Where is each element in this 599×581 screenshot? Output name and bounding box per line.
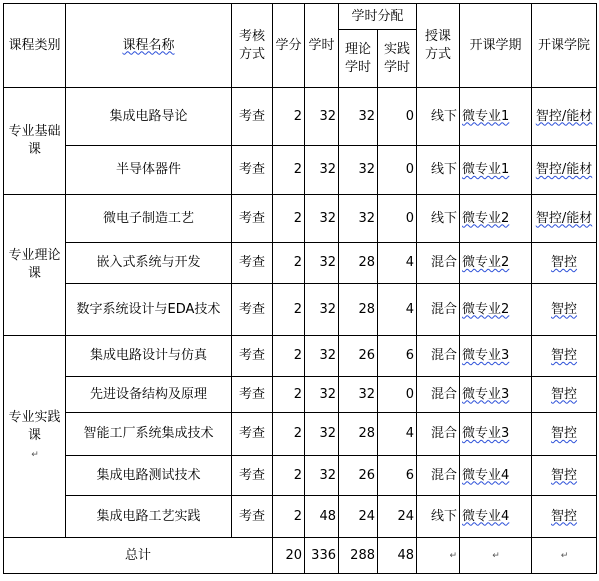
assessment-cell: 考查: [232, 88, 273, 146]
theory-cell: 28: [339, 243, 378, 284]
assessment-cell: 考查: [232, 284, 273, 336]
practice-cell: 6: [378, 456, 417, 496]
assessment-cell: 考查: [232, 243, 273, 284]
college-cell: 智控: [532, 413, 597, 456]
course-name-cell: 智能工厂系统集成技术: [66, 413, 232, 456]
practice-cell: 0: [378, 377, 417, 413]
course-name-cell: 微电子制造工艺: [66, 195, 232, 243]
term-cell: 微专业3: [460, 413, 532, 456]
hours-cell: 32: [305, 195, 339, 243]
theory-cell: 32: [339, 195, 378, 243]
course-name-cell: 先进设备结构及原理: [66, 377, 232, 413]
college-cell: 智控/能材: [532, 88, 597, 146]
hours-cell: 48: [305, 496, 339, 538]
college-cell: 智控/能材: [532, 146, 597, 195]
header-assessment: 考核方式: [232, 4, 273, 88]
practice-cell: 6: [378, 336, 417, 377]
credits-cell: 2: [273, 243, 305, 284]
teaching-mode-cell: 线下: [417, 496, 460, 538]
total-college-empty: ↵: [532, 538, 597, 574]
assessment-cell: 考查: [232, 456, 273, 496]
table-row: [4, 336, 597, 377]
credits-cell: 2: [273, 496, 305, 538]
header-course-name: 课程名称: [66, 4, 232, 88]
theory-cell: 26: [339, 336, 378, 377]
table-row: [4, 456, 597, 496]
teaching-mode-cell: 混合: [417, 284, 460, 336]
assessment-cell: 考查: [232, 377, 273, 413]
assessment-cell: 考查: [232, 146, 273, 195]
theory-cell: 28: [339, 284, 378, 336]
credits-cell: 2: [273, 284, 305, 336]
category-cell: 专业基础课: [4, 88, 66, 195]
teaching-mode-cell: 线下: [417, 146, 460, 195]
college-cell: 智控: [532, 243, 597, 284]
credits-cell: 2: [273, 456, 305, 496]
term-cell: 微专业2: [460, 195, 532, 243]
course-name-cell: 集成电路工艺实践: [66, 496, 232, 538]
table-row: [4, 413, 597, 456]
term-cell: 微专业3: [460, 336, 532, 377]
teaching-mode-cell: 混合: [417, 456, 460, 496]
practice-cell: 4: [378, 243, 417, 284]
credits-cell: 2: [273, 336, 305, 377]
table-row: [4, 146, 597, 195]
college-cell: 智控: [532, 377, 597, 413]
teaching-mode-cell: 混合: [417, 413, 460, 456]
course-name-cell: 数字系统设计与EDA技术: [66, 284, 232, 336]
category-cell: 专业理论课: [4, 195, 66, 336]
credits-cell: 2: [273, 88, 305, 146]
teaching-mode-cell: 混合: [417, 377, 460, 413]
hours-cell: 32: [305, 146, 339, 195]
course-name-cell: 半导体器件: [66, 146, 232, 195]
credits-cell: 2: [273, 195, 305, 243]
assessment-cell: 考查: [232, 195, 273, 243]
header-college: 开课学院: [532, 4, 597, 88]
hours-cell: 32: [305, 284, 339, 336]
assessment-cell: 考查: [232, 413, 273, 456]
theory-cell: 24: [339, 496, 378, 538]
category-cell: 专业实践课 ↵: [4, 336, 66, 538]
course-name-cell: 集成电路测试技术: [66, 456, 232, 496]
practice-cell: 24: [378, 496, 417, 538]
teaching-mode-cell: 线下: [417, 195, 460, 243]
term-cell: 微专业2: [460, 243, 532, 284]
header-credits: 学分: [273, 4, 305, 88]
teaching-mode-cell: 混合: [417, 336, 460, 377]
theory-cell: 32: [339, 88, 378, 146]
header-teaching-mode: 授课方式: [417, 4, 460, 88]
theory-cell: 32: [339, 146, 378, 195]
assessment-cell: 考查: [232, 336, 273, 377]
term-cell: 微专业2: [460, 284, 532, 336]
term-cell: 微专业1: [460, 88, 532, 146]
total-mode-empty: ↵: [417, 538, 460, 574]
total-hours: 336: [305, 538, 339, 574]
practice-cell: 4: [378, 413, 417, 456]
theory-cell: 28: [339, 413, 378, 456]
term-cell: 微专业4: [460, 496, 532, 538]
header-practice: 实践学时: [378, 30, 417, 88]
table-row: [4, 284, 597, 336]
hours-cell: 32: [305, 243, 339, 284]
college-cell: 智控: [532, 336, 597, 377]
theory-cell: 26: [339, 456, 378, 496]
total-label: 总计: [4, 538, 273, 574]
practice-cell: 4: [378, 284, 417, 336]
course-name-cell: 嵌入式系统与开发: [66, 243, 232, 284]
header-theory: 理论学时: [339, 30, 378, 88]
college-cell: 智控: [532, 496, 597, 538]
table-row: [4, 195, 597, 243]
curriculum-table: [3, 3, 597, 574]
table-row: [4, 243, 597, 284]
college-cell: 智控/能材: [532, 195, 597, 243]
table-row: [4, 377, 597, 413]
term-cell: 微专业1: [460, 146, 532, 195]
header-category: 课程类别: [4, 4, 66, 88]
term-cell: 微专业4: [460, 456, 532, 496]
table-row: [4, 496, 597, 538]
hours-cell: 32: [305, 336, 339, 377]
practice-cell: 0: [378, 195, 417, 243]
total-credits: 20: [273, 538, 305, 574]
credits-cell: 2: [273, 146, 305, 195]
course-name-cell: 集成电路设计与仿真: [66, 336, 232, 377]
total-theory: 288: [339, 538, 378, 574]
header-term: 开课学期: [460, 4, 532, 88]
total-row: [4, 538, 597, 574]
header-row-1: [4, 4, 597, 30]
practice-cell: 0: [378, 146, 417, 195]
college-cell: 智控: [532, 456, 597, 496]
credits-cell: 2: [273, 413, 305, 456]
header-hours-split: 学时分配: [339, 4, 417, 30]
practice-cell: 0: [378, 88, 417, 146]
college-cell: 智控: [532, 284, 597, 336]
hours-cell: 32: [305, 88, 339, 146]
course-name-cell: 集成电路导论: [66, 88, 232, 146]
teaching-mode-cell: 混合: [417, 243, 460, 284]
header-hours: 学时: [305, 4, 339, 88]
table-row: [4, 88, 597, 146]
hours-cell: 32: [305, 377, 339, 413]
assessment-cell: 考查: [232, 496, 273, 538]
theory-cell: 32: [339, 377, 378, 413]
credits-cell: 2: [273, 377, 305, 413]
hours-cell: 32: [305, 456, 339, 496]
teaching-mode-cell: 线下: [417, 88, 460, 146]
total-practice: 48: [378, 538, 417, 574]
term-cell: 微专业3: [460, 377, 532, 413]
total-term-empty: ↵: [460, 538, 532, 574]
hours-cell: 32: [305, 413, 339, 456]
